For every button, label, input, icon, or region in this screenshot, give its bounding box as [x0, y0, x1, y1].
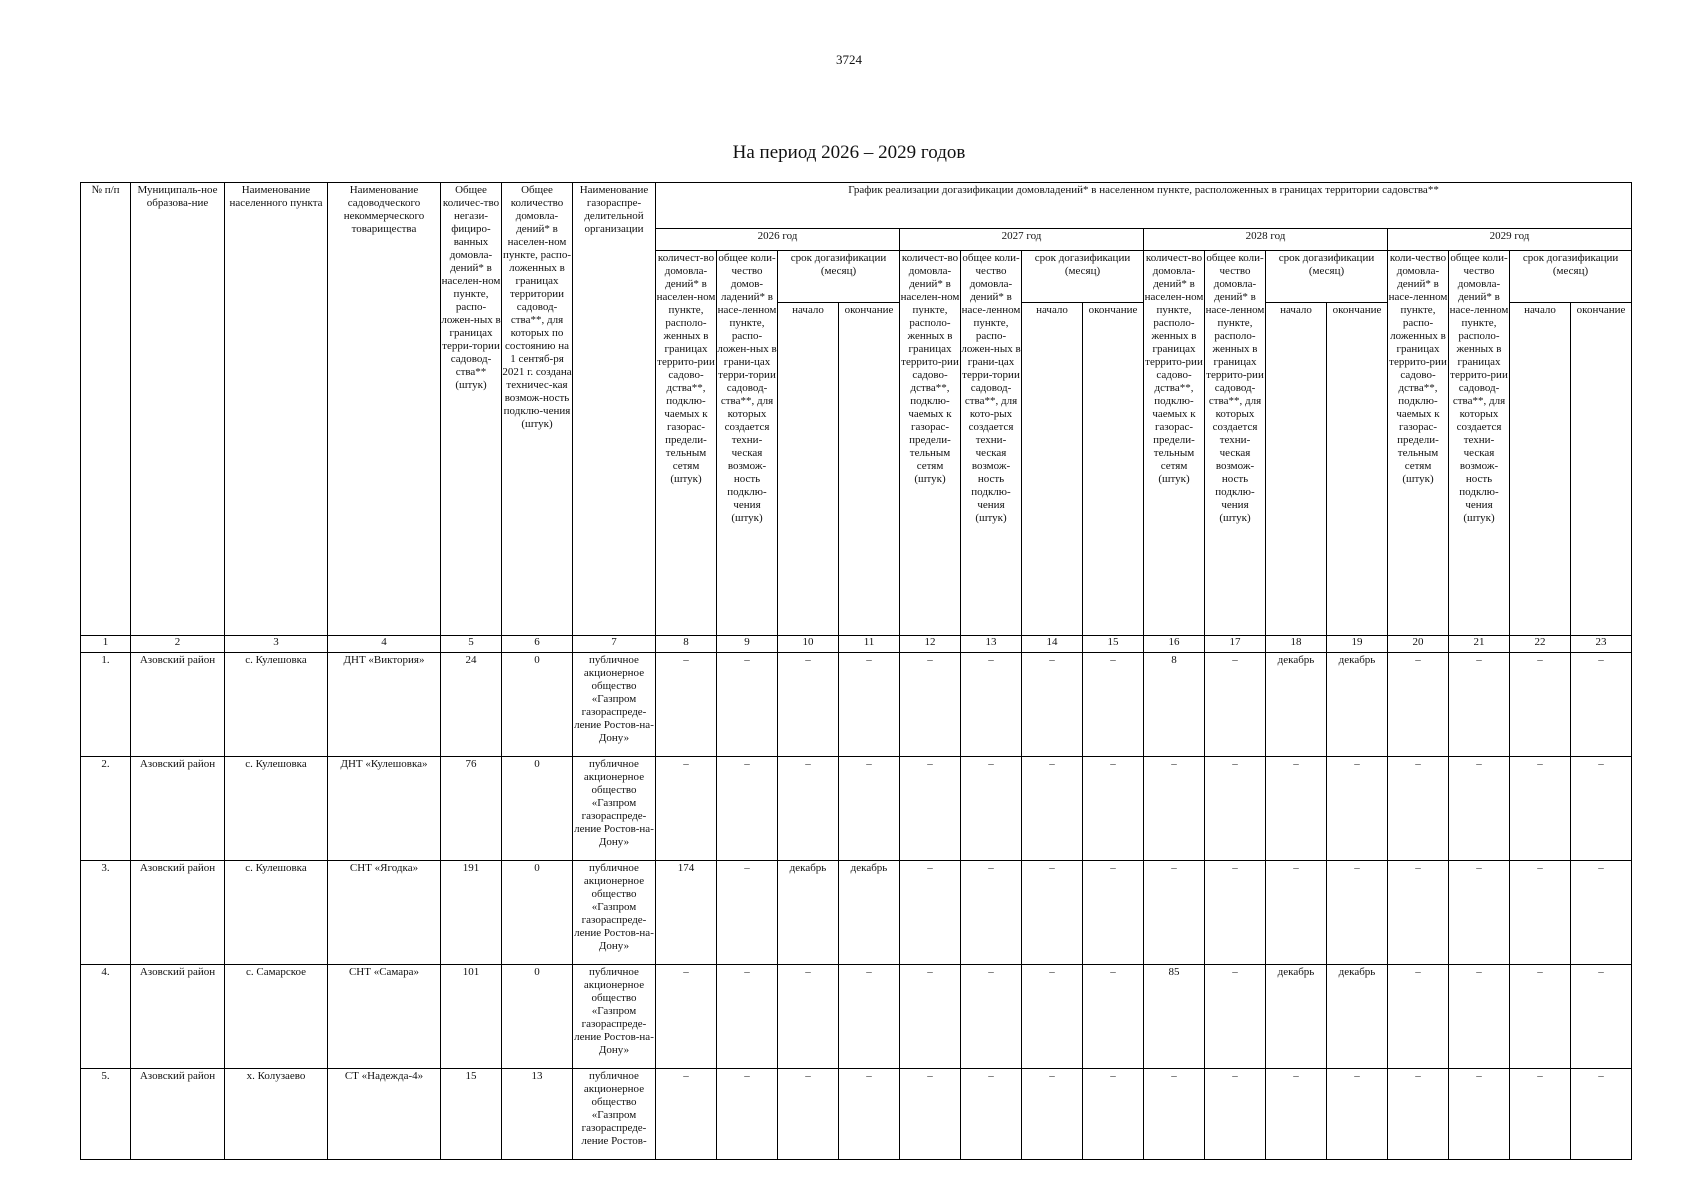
- schedule-cell: –: [656, 965, 717, 1069]
- table-body: [81, 653, 1632, 1160]
- schedule-cell: –: [1571, 965, 1632, 1069]
- schedule-cell: –: [1571, 861, 1632, 965]
- settlement-cell: с. Самарское: [225, 965, 328, 1069]
- schedule-cell: –: [1266, 861, 1327, 965]
- schedule-cell: –: [1327, 861, 1388, 965]
- header-count-2029: коли-чество домовла-дений* в насе-ленном пункте, распо-ложенных в границах террито-рии садово-дства**, подклю-чаемых к газорас-предели-тельным сетям (штук): [1388, 251, 1449, 636]
- snt-name-cell: СНТ «Ягодка»: [328, 861, 441, 965]
- header-total-2029: общее коли-чество домовла-дений* в насе-ленном пункте, располо-женных в границах террито-рии садовод-ства**, для которых создается техни-ческая возмож-ность подклю-чения (штук): [1449, 251, 1510, 636]
- column-number: 4: [328, 636, 441, 653]
- table-row: [81, 965, 1632, 1069]
- existing-capacity-cell: 13: [502, 1069, 573, 1160]
- table-row: [81, 861, 1632, 965]
- settlement-cell: с. Кулешовка: [225, 757, 328, 861]
- schedule-cell: –: [900, 653, 961, 757]
- gas-org-cell: публичное акционерное общество «Газпром газораспреде-ление Ростов-: [573, 1069, 656, 1160]
- settlement-cell: х. Колузаево: [225, 1069, 328, 1160]
- column-number: 22: [1510, 636, 1571, 653]
- schedule-cell: декабрь: [1327, 653, 1388, 757]
- schedule-cell: –: [961, 653, 1022, 757]
- schedule-cell: –: [1205, 757, 1266, 861]
- schedule-cell: –: [961, 1069, 1022, 1160]
- gas-org-cell: публичное акционерное общество «Газпром газораспреде-ление Ростов-на-Дону»: [573, 861, 656, 965]
- schedule-cell: –: [656, 757, 717, 861]
- gas-org-cell: публичное акционерное общество «Газпром газораспреде-ление Ростов-на-Дону»: [573, 757, 656, 861]
- schedule-cell: –: [839, 1069, 900, 1160]
- gas-org-cell: публичное акционерное общество «Газпром газораспреде-ление Ростов-на-Дону»: [573, 653, 656, 757]
- existing-capacity-cell: 0: [502, 965, 573, 1069]
- header-end-2026: окончание: [839, 303, 900, 636]
- row-number: 3.: [81, 861, 131, 965]
- schedule-cell: –: [778, 653, 839, 757]
- schedule-cell: –: [1083, 861, 1144, 965]
- column-number: 19: [1327, 636, 1388, 653]
- schedule-cell: декабрь: [1327, 965, 1388, 1069]
- column-number: 9: [717, 636, 778, 653]
- schedule-cell: –: [1022, 965, 1083, 1069]
- schedule-cell: –: [1266, 1069, 1327, 1160]
- header-gas-org: Наименование газораспре-делительной организации: [573, 183, 656, 636]
- settlement-cell: с. Кулешовка: [225, 653, 328, 757]
- schedule-cell: –: [1205, 965, 1266, 1069]
- header-count-2026: количест-во домовла-дений* в населен-ном пункте, располо-женных в границах террито-рии садово-дства**, подклю-чаемых к газорас-предели-тельным сетям (штук): [656, 251, 717, 636]
- schedule-cell: –: [1083, 1069, 1144, 1160]
- schedule-cell: –: [1388, 965, 1449, 1069]
- schedule-cell: –: [961, 757, 1022, 861]
- column-number: 11: [839, 636, 900, 653]
- total-households-cell: 76: [441, 757, 502, 861]
- header-year-2027: 2027 год: [900, 229, 1144, 251]
- column-number: 23: [1571, 636, 1632, 653]
- schedule-cell: –: [1449, 965, 1510, 1069]
- existing-capacity-cell: 0: [502, 653, 573, 757]
- schedule-cell: –: [1449, 653, 1510, 757]
- column-number: 18: [1266, 636, 1327, 653]
- schedule-cell: –: [656, 653, 717, 757]
- row-number: 4.: [81, 965, 131, 1069]
- schedule-cell: –: [1388, 861, 1449, 965]
- column-number: 17: [1205, 636, 1266, 653]
- header-count-2028: количест-во домовла-дений* в населен-ном пункте, располо-женных в границах террито-рии садово-дства**, подклю-чаемых к газорас-предели-тельным сетям (штук): [1144, 251, 1205, 636]
- municipality-cell: Азовский район: [131, 1069, 225, 1160]
- schedule-cell: –: [1571, 757, 1632, 861]
- snt-name-cell: ДНТ «Виктория»: [328, 653, 441, 757]
- schedule-cell: –: [900, 965, 961, 1069]
- schedule-cell: –: [1449, 1069, 1510, 1160]
- schedule-cell: –: [1083, 757, 1144, 861]
- municipality-cell: Азовский район: [131, 965, 225, 1069]
- total-households-cell: 101: [441, 965, 502, 1069]
- schedule-cell: –: [1205, 653, 1266, 757]
- schedule-cell: декабрь: [1266, 653, 1327, 757]
- schedule-cell: –: [656, 1069, 717, 1160]
- column-number: 10: [778, 636, 839, 653]
- schedule-cell: –: [1144, 757, 1205, 861]
- schedule-cell: –: [717, 653, 778, 757]
- schedule-cell: –: [717, 965, 778, 1069]
- schedule-cell: –: [778, 965, 839, 1069]
- schedule-cell: –: [1022, 861, 1083, 965]
- header-settlement: Наименование населенного пункта: [225, 183, 328, 636]
- header-snt-name: Наименование садоводческого некоммерческого товарищества: [328, 183, 441, 636]
- schedule-cell: –: [1388, 1069, 1449, 1160]
- schedule-cell: –: [1022, 757, 1083, 861]
- column-numbers-row: [81, 636, 1632, 653]
- schedule-cell: –: [717, 757, 778, 861]
- snt-name-cell: ДНТ «Кулешовка»: [328, 757, 441, 861]
- gasification-schedule-table: [80, 182, 1632, 1160]
- schedule-cell: –: [1083, 965, 1144, 1069]
- gas-org-cell: публичное акционерное общество «Газпром газораспреде-ление Ростов-на-Дону»: [573, 965, 656, 1069]
- column-number: 8: [656, 636, 717, 653]
- snt-name-cell: СНТ «Самара»: [328, 965, 441, 1069]
- schedule-cell: –: [1388, 757, 1449, 861]
- settlement-cell: с. Кулешовка: [225, 861, 328, 965]
- schedule-cell: –: [1571, 653, 1632, 757]
- column-number: 21: [1449, 636, 1510, 653]
- total-households-cell: 15: [441, 1069, 502, 1160]
- row-number: 2.: [81, 757, 131, 861]
- schedule-cell: –: [717, 1069, 778, 1160]
- schedule-cell: –: [1266, 757, 1327, 861]
- schedule-cell: –: [1205, 861, 1266, 965]
- column-number: 12: [900, 636, 961, 653]
- header-end-2027: окончание: [1083, 303, 1144, 636]
- table-row: [81, 757, 1632, 861]
- schedule-cell: –: [1144, 1069, 1205, 1160]
- schedule-cell: –: [1022, 1069, 1083, 1160]
- header-year-2026: 2026 год: [656, 229, 900, 251]
- header-count-2027: количест-во домовла-дений* в населен-ном пункте, располо-женных в границах террито-рии садово-дства**, подклю-чаемых к газорас-предели-тельным сетям (штук): [900, 251, 961, 636]
- header-existing-capacity: Общее количество домовла-дений* в населен-ном пункте, распо-ложенных в границах территории садовод-ства**, для которых по состоянию на 1 сентяб-ря 2021 г. создана техничес-кая возмож-ность подклю-чения (штук): [502, 183, 573, 636]
- schedule-cell: –: [839, 653, 900, 757]
- schedule-cell: –: [1510, 861, 1571, 965]
- schedule-cell: –: [1510, 757, 1571, 861]
- column-number: 20: [1388, 636, 1449, 653]
- schedule-cell: –: [1388, 653, 1449, 757]
- column-number: 16: [1144, 636, 1205, 653]
- header-start-2028: начало: [1266, 303, 1327, 636]
- row-number: 5.: [81, 1069, 131, 1160]
- schedule-cell: –: [778, 1069, 839, 1160]
- schedule-cell: –: [900, 757, 961, 861]
- schedule-cell: декабрь: [1266, 965, 1327, 1069]
- total-households-cell: 191: [441, 861, 502, 965]
- schedule-cell: –: [1510, 1069, 1571, 1160]
- schedule-cell: –: [900, 861, 961, 965]
- schedule-cell: –: [1449, 861, 1510, 965]
- schedule-cell: –: [1083, 653, 1144, 757]
- schedule-cell: 85: [1144, 965, 1205, 1069]
- schedule-cell: –: [1205, 1069, 1266, 1160]
- column-number: 3: [225, 636, 328, 653]
- page-number: 3724: [836, 52, 862, 67]
- header-year-2029: 2029 год: [1388, 229, 1632, 251]
- header-year-2028: 2028 год: [1144, 229, 1388, 251]
- header-start-2029: начало: [1510, 303, 1571, 636]
- schedule-cell: –: [961, 861, 1022, 965]
- schedule-cell: декабрь: [778, 861, 839, 965]
- schedule-cell: –: [1022, 653, 1083, 757]
- schedule-cell: –: [1327, 757, 1388, 861]
- schedule-cell: –: [1327, 1069, 1388, 1160]
- header-end-2029: окончание: [1571, 303, 1632, 636]
- schedule-cell: –: [839, 965, 900, 1069]
- header-start-2026: начало: [778, 303, 839, 636]
- header-end-2028: окончание: [1327, 303, 1388, 636]
- schedule-cell: –: [961, 965, 1022, 1069]
- header-total-2027: общее коли-чество домовла-дений* в насе-ленном пункте, распо-ложен-ных в грани-цах терри-тории садовод-ства**, для кото-рых создается техни-ческая возмож-ность подклю-чения (штук): [961, 251, 1022, 636]
- existing-capacity-cell: 0: [502, 757, 573, 861]
- row-number: 1.: [81, 653, 131, 757]
- header-total-2026: общее коли-чество домов-ладений* в насе-ленном пункте, распо-ложен-ных в грани-цах терри-тории садовод-ства**, для которых создается техни-ческая возмож-ность подклю-чения (штук): [717, 251, 778, 636]
- column-number: 13: [961, 636, 1022, 653]
- header-term-2026: срок догазификации (месяц): [778, 251, 900, 303]
- header-term-2028: срок догазификации (месяц): [1266, 251, 1388, 303]
- column-number: 15: [1083, 636, 1144, 653]
- column-number: 5: [441, 636, 502, 653]
- existing-capacity-cell: 0: [502, 861, 573, 965]
- schedule-cell: –: [1510, 653, 1571, 757]
- table-row: [81, 1069, 1632, 1160]
- municipality-cell: Азовский район: [131, 861, 225, 965]
- schedule-cell: –: [1144, 861, 1205, 965]
- header-number: № п/п: [81, 183, 131, 636]
- municipality-cell: Азовский район: [131, 653, 225, 757]
- municipality-cell: Азовский район: [131, 757, 225, 861]
- column-number: 14: [1022, 636, 1083, 653]
- column-number: 6: [502, 636, 573, 653]
- header-schedule: График реализации догазификации домовладений* в населенном пункте, расположенных в границах территории садовства**: [656, 183, 1632, 229]
- table-row: [81, 653, 1632, 757]
- schedule-cell: декабрь: [839, 861, 900, 965]
- schedule-cell: –: [778, 757, 839, 861]
- table-header: [81, 183, 1632, 653]
- header-term-2027: срок догазификации (месяц): [1022, 251, 1144, 303]
- header-term-2029: срок догазификации (месяц): [1510, 251, 1632, 303]
- column-number: 1: [81, 636, 131, 653]
- schedule-cell: –: [717, 861, 778, 965]
- header-start-2027: начало: [1022, 303, 1083, 636]
- schedule-cell: 174: [656, 861, 717, 965]
- schedule-cell: –: [1571, 1069, 1632, 1160]
- snt-name-cell: СТ «Надежда-4»: [328, 1069, 441, 1160]
- column-number: 7: [573, 636, 656, 653]
- header-total-2028: общее коли-чество домовла-дений* в насе-ленном пункте, располо-женных в границах террито-рии садовод-ства**, для которых создается техни-ческая возмож-ность подклю-чения (штук): [1205, 251, 1266, 636]
- total-households-cell: 24: [441, 653, 502, 757]
- schedule-cell: –: [1510, 965, 1571, 1069]
- header-total-households: Общее количес-тво негази-фициро-ванных домовла-дений* в населен-ном пункте, распо-ложен-ных в границах терри-тории садовод-ства** (штук): [441, 183, 502, 636]
- header-municipality: Муниципаль-ное образова-ние: [131, 183, 225, 636]
- schedule-cell: –: [900, 1069, 961, 1160]
- schedule-cell: 8: [1144, 653, 1205, 757]
- page-title: На период 2026 – 2029 годов: [732, 142, 966, 163]
- column-number: 2: [131, 636, 225, 653]
- schedule-cell: –: [1449, 757, 1510, 861]
- schedule-cell: –: [839, 757, 900, 861]
